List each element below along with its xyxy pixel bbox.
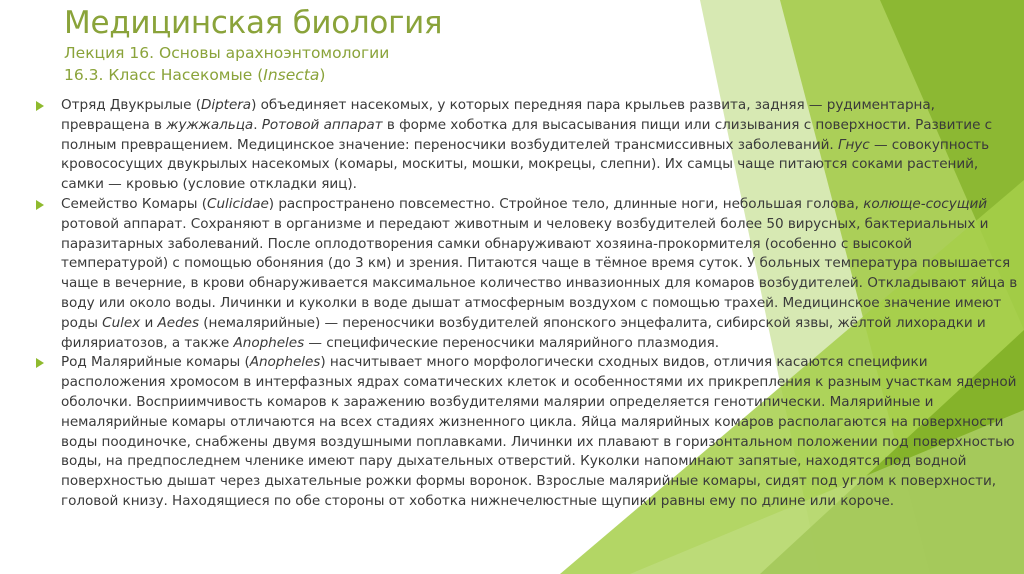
text-run: — специфические переносчики малярийного плазмодия. <box>304 334 720 351</box>
text-run: Семейство Комары ( <box>61 195 207 212</box>
text-run: в форме хоботка для высасывания пищи или слизывания с поверхности. Развитие с полным превращением. Медицинское значение: переносчики возбудителей трансмиссивных заболеваний. <box>61 116 993 153</box>
italic-term: Culex <box>102 314 141 331</box>
italic-term: Anopheles <box>249 354 321 371</box>
italic-term: Culicidae <box>207 195 269 212</box>
text-run: Род Малярийные комары ( <box>61 354 250 371</box>
italic-term: Diptera <box>200 97 252 113</box>
triangle-bullet-icon <box>36 200 44 210</box>
bullet-list <box>36 96 1022 512</box>
text-run: Отряд Двукрылые ( <box>61 97 201 113</box>
section-title: 16.3. Класс Насекомые (Insecta) <box>64 66 326 84</box>
triangle-bullet-icon <box>36 101 44 111</box>
italic-term: Anopheles <box>233 334 305 351</box>
text-run: — совокупность кровососущих двукрылых насекомых (комары, москиты, мошки, мокрецы, слепни). Их самцы чаще питаются соками растений, самки — кровью (условие откладки яиц). <box>61 136 990 193</box>
slide-header <box>64 4 704 86</box>
text-run: ) распространено повсеместно. Стройное тело, длинные ноги, небольшая голова, <box>268 195 864 212</box>
text-run: ) объединяет насекомых, у которых передняя пара крыльев развита, задняя — рудиментарна, превращена в <box>61 97 935 133</box>
bullet-item <box>36 195 1022 353</box>
lecture-title: Лекция 16. Основы арахноэнтомологии <box>64 44 390 62</box>
text-run: ротовой аппарат. Сохраняют в организме и передают животным и человеку возбудителей более 50 вирусных, бактериальных и паразитарных заболеваний. После оплодотворения самки обнаруживают хозяина-прокормителя (особенно с высокой температурой) с помощью обоняния (до 3 км) и зрения. Питаются чаще в тёмное время суток. У больных температура повышается чаще в вечерние, в крови обнаруживается максимальное количество инвазионных для комаров возбудителей. Откладывают яйца в воду или около воды. Личинки и куколки в воде дышат атмосферным воздухом с помощью трахей. Медицинское значение имеют роды <box>61 215 1018 331</box>
triangle-bullet-icon <box>36 358 44 368</box>
italic-term: Ротовой аппарат <box>261 116 383 133</box>
bullet-item <box>36 96 1022 195</box>
text-run: ) насчитывает много морфологически сходных видов, отличия касаются специфики расположения хромосом в интерфазных ядрах соматических клеток и особенностями их прикрепления к разным участкам ядерной оболочки. Восприимчивость комаров к заражению возбудителями малярии определяется генотипически. Малярийные и немалярийные комары отличаются на всех стадиях жизненного цикла. Яйца малярийных комаров располагаются на поверхности воды поодиночке, снабжены двумя воздушными поплавками. Личинки их плавают в горизонтальном положении под поверхностью воды, на предпоследнем членике имеют пару дыхательных отверстий. Куколки напоминают запятые, находятся под водной поверхностью дышат через дыхательные рожки формы воронок. Взрослые малярийные комары, сидят под углом к поверхности, головой книзу. Находящиеся по обе стороны от хоботка нижнечелюстные щупики равны ему по длине или короче. <box>61 354 1017 509</box>
italic-term: жужжальца <box>166 116 254 133</box>
text-run: и <box>140 314 158 331</box>
bullet-item <box>36 353 1022 511</box>
italic-term: колюще-сосущий <box>863 195 988 212</box>
slide-title: Медицинская биология <box>64 5 443 41</box>
text-run: . <box>253 116 262 133</box>
italic-term: Гнус <box>837 136 870 153</box>
text-run: (немалярийные) — переносчики возбудителей японского энцефалита, сибирской язвы, жёлтой лихорадки и филяриатозов, а также <box>61 314 986 351</box>
italic-term: Aedes <box>157 314 200 331</box>
